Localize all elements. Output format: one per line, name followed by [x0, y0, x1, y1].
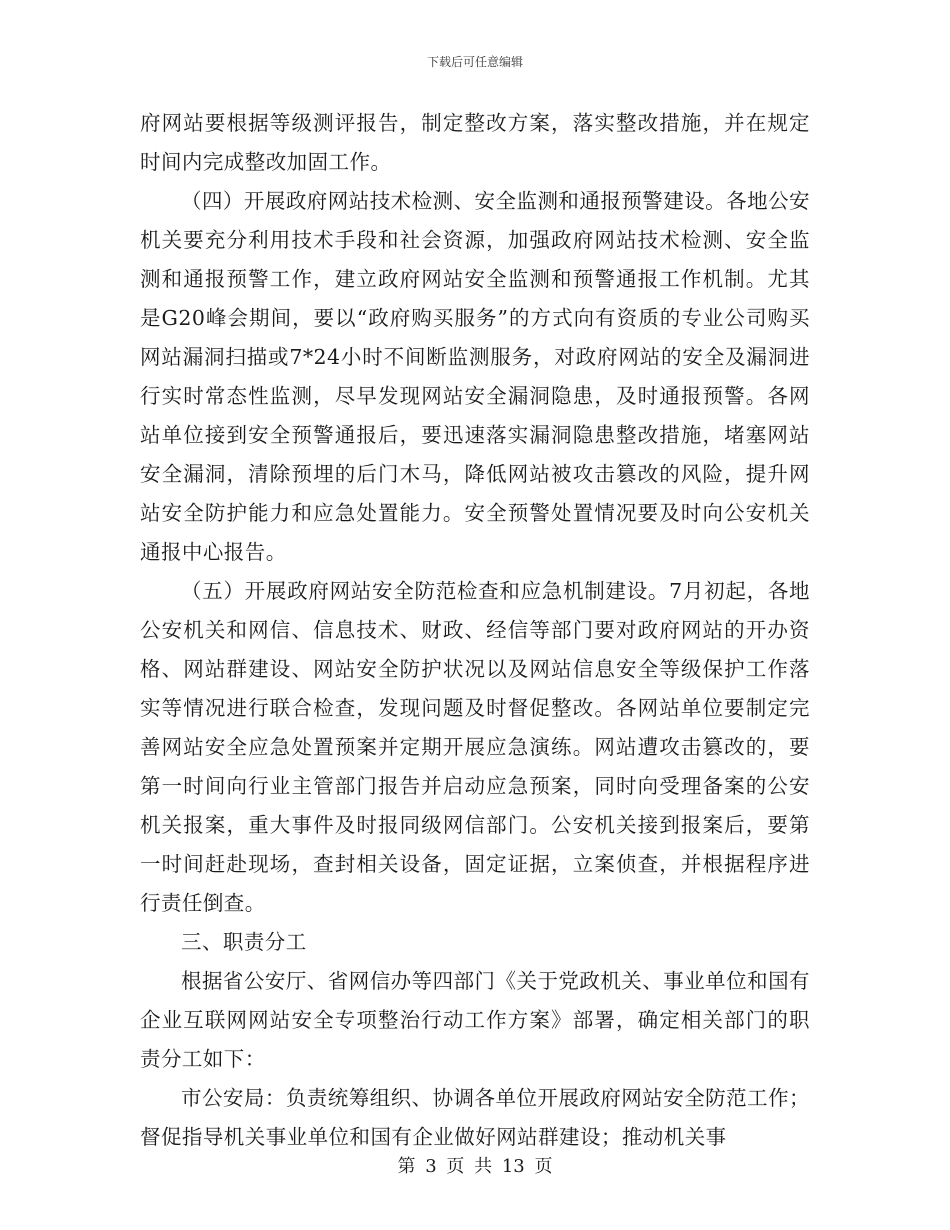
- paragraph-city-police-bureau: 市公安局：负责统筹组织、协调各单位开展政府网站安全防范工作；督促指导机关事业单位和国有企业做好网站群建设；推动机关事: [140, 1086, 810, 1149]
- paragraph-responsibilities-intro: 根据省公安厅、省网信办等四部门《关于党政机关、事业单位和国有企业互联网网站安全专项整治行动工作方案》部署，确定相关部门的职责分工如下：: [140, 969, 810, 1071]
- paragraph-section-four: （四）开展政府网站技术检测、安全监测和通报预警建设。各地公安机关要充分利用技术手段和社会资源，加强政府网站技术检测、安全监测和通报预警工作，建立政府网站安全监测和预警通报工作机制。尤其是G20峰会期间，要以“政府购买服务”的方式向有资质的专业公司购买网站漏洞扫描或7*24小时不间断监测服务，对政府网站的安全及漏洞进行实时常态性监测，尽早发现网站安全漏洞隐患，及时通报预警。各网站单位接到安全预警通报后，要迅速落实漏洞隐患整改措施，堵塞网站安全漏洞，清除预埋的后门木马，降低网站被攻击篡改的风险，提升网站安全防护能力和应急处置能力。安全预警处置情况要及时向公安机关通报中心报告。: [140, 189, 810, 564]
- paragraph-section-five: （五）开展政府网站安全防范检查和应急机制建设。7月初起，各地公安机关和网信、信息技术、财政、经信等部门要对政府网站的开办资格、网站群建设、网站安全防护状况以及网站信息安全等级保护工作落实等情况进行联合检查，发现问题及时督促整改。各网站单位要制定完善网站安全应急处置预案并定期开展应急演练。网站遭攻击篡改的，要第一时间向行业主管部门报告并启动应急预案，同时向受理备案的公安机关报案，重大事件及时报同级网信部门。公安机关接到报案后，要第一时间赶赴现场，查封相关设备，固定证据，立案侦查，并根据程序进行责任倒查。: [140, 579, 810, 915]
- paragraph-continuation: 府网站要根据等级测评报告，制定整改方案，落实整改措施，并在规定时间内完成整改加固工作。: [140, 111, 810, 174]
- page-header: 下载后可任意编辑: [426, 55, 523, 69]
- section-heading-responsibilities: 三、职责分工: [181, 930, 307, 954]
- document-body: [140, 104, 810, 1157]
- page-number-footer: 第 3 页 共 13 页: [397, 1156, 553, 1177]
